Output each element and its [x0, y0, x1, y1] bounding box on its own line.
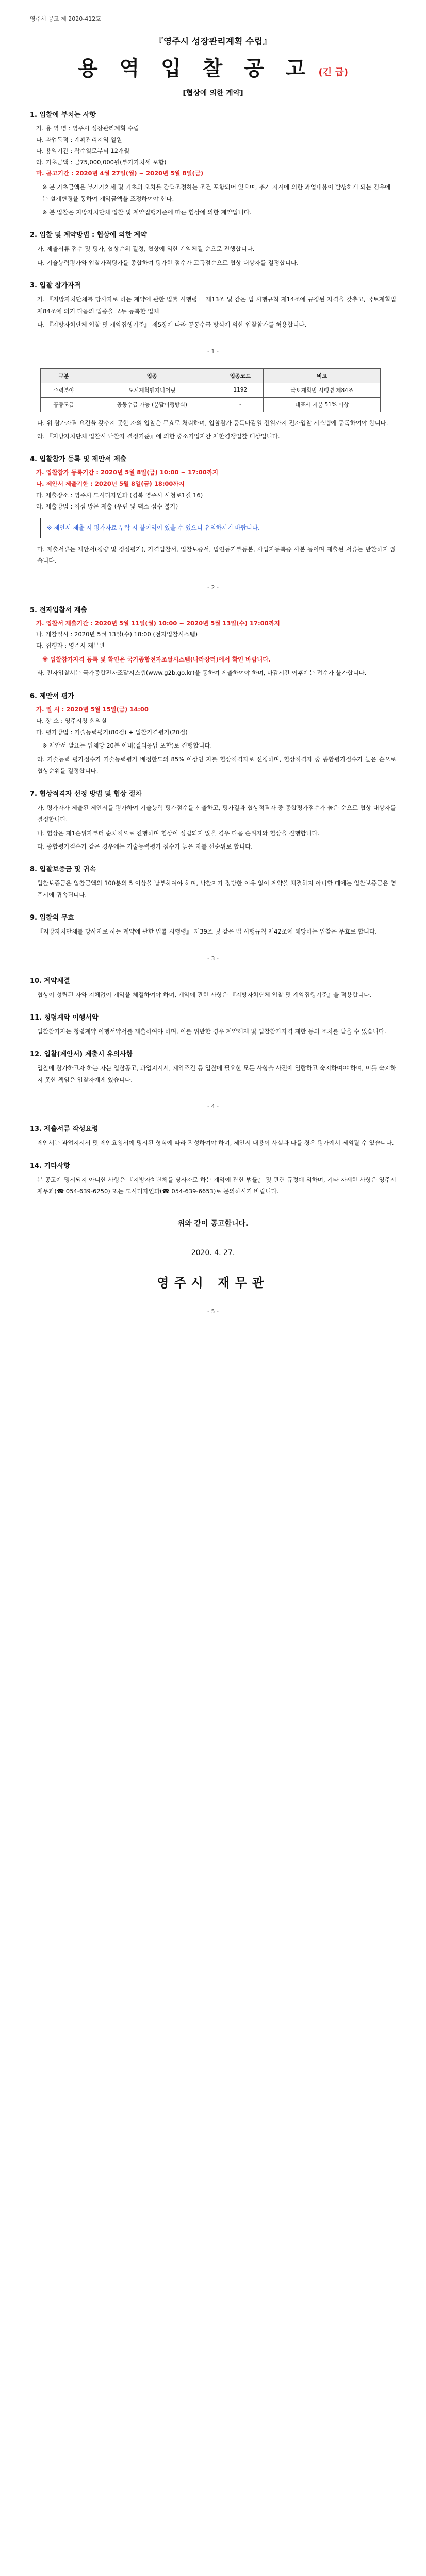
- section-heading: 11. 청렴계약 이행서약: [30, 1014, 99, 1022]
- section-14: [30, 1160, 396, 1197]
- issuing-organization: 영주시 재무관: [157, 1275, 269, 1290]
- project-banner: 『영주시 성장관리계획 수립』: [154, 37, 272, 47]
- list-item: 가. 일 시 : 2020년 5월 15일(금) 14:00: [36, 705, 149, 713]
- list-item: 나. 장 소 : 영주시청 회의실: [36, 717, 107, 724]
- paragraph: 본 공고에 명시되지 아니한 사항은 『지방자치단체를 당사자로 하는 계약에 관한 법률』 및 관련 규정에 의하며, 기타 자세한 사항은 영주시 재무과(☎ 054-639-6250) 또는 도시디자인과(☎ 054-639-6653)로 문의하시기 바랍니다.: [37, 1176, 396, 1195]
- paragraph: 입찰참가자는 청렴계약 이행서약서를 제출하여야 하며, 이를 위반한 경우 계약해제 및 입찰참가자격 제한 등의 조치를 받을 수 있습니다.: [37, 1028, 386, 1036]
- page-title: 용 역 입 찰 공 고: [77, 56, 313, 80]
- section-heading: 9. 입찰의 무효: [30, 914, 74, 922]
- section-3: [30, 280, 396, 330]
- page-number: - 2 -: [207, 584, 219, 591]
- list-item: 가. 입찰참가 등록기간 : 2020년 5월 8일(금) 10:00 ~ 17:00까지: [36, 469, 219, 477]
- list-item: 마. 공고기간 : 2020년 4월 27일(월) ~ 2020년 5월 8일(금): [36, 170, 204, 177]
- section-heading: 4. 입찰참가 등록 및 제안서 제출: [30, 455, 127, 464]
- section-9: [30, 912, 396, 937]
- list-item: 다. 평가방법 : 기술능력평가(80점) + 입찰가격평가(20점): [36, 728, 188, 736]
- section-12: [30, 1048, 396, 1086]
- paragraph: 다. 종합평가점수가 같은 경우에는 기술능력평가 점수가 높은 자를 선순위로 합니다.: [37, 842, 253, 850]
- notice-box: ※ 제안서 제출 시 평가자료 누락 시 불이익이 있을 수 있으니 유의하시기 바랍니다.: [40, 518, 396, 538]
- paragraph: 가. 제출서류 접수 및 평가, 협상순위 결정, 협상에 의한 계약체결 순으로 진행합니다.: [37, 245, 255, 253]
- table-cell: 대표사 지분 51% 이상: [264, 397, 381, 412]
- section-heading: 10. 계약체결: [30, 977, 70, 985]
- paragraph: 입찰에 참가하고자 하는 자는 입찰공고, 과업지시서, 계약조건 등 입찰에 필요한 모든 사항을 사전에 열람하고 숙지하여야 하며, 이를 숙지하지 못한 책임은 입찰자에게 있습니다.: [37, 1064, 396, 1083]
- table-header: 업종: [87, 368, 217, 383]
- table-header-row: [41, 368, 381, 383]
- table-cell: 공동도급: [41, 397, 87, 412]
- qualification-table: [40, 368, 381, 412]
- list-item: 나. 개찰일시 : 2020년 5월 13일(수) 18:00 (전자입찰시스템): [36, 631, 198, 638]
- paragraph: 라. 기술능력 평가점수가 기술능력평가 배점한도의 85% 이상인 자를 협상적격자로 선정하며, 협상적격자 중 종합평가점수가 높은 순으로 협상순위를 결정합니다.: [37, 755, 396, 775]
- table-cell: 국토계획법 시행령 제84조: [264, 383, 381, 397]
- note: ※ 본 기초금액은 부가가치세 및 기초의 오차를 감액조정하는 조건 포함되어 있으며, 추가 지시에 의한 과업내용이 발생하게 되는 경우에는 설계변경을 통하여 계약금액을 조정하여야 한다.: [42, 183, 391, 202]
- paragraph: 가. 『지방자치단체를 당사자로 하는 계약에 관한 법률 시행령』 제13조 및 같은 법 시행규칙 제14조에 규정된 자격을 갖추고, 국토계획법 제84조에 의거 다음의 업종을 모두 등록한 업체: [37, 296, 396, 315]
- list-item: 다. 제출장소 : 영주시 도시디자인과 (경북 영주시 시청로1길 16): [36, 492, 203, 499]
- table-cell: -: [217, 397, 264, 412]
- paragraph: 입찰보증금은 입찰금액의 100분의 5 이상을 납부하여야 하며, 낙찰자가 정당한 이유 없이 계약을 체결하지 아니할 때에는 입찰보증금은 영주시에 귀속됩니다.: [37, 879, 396, 899]
- table-cell: 도시계획엔지니어링: [87, 383, 217, 397]
- section-7: [30, 788, 396, 853]
- paragraph: 『지방자치단체를 당사자로 하는 계약에 관한 법률 시행령』 제39조 및 같은 법 시행규칙 제42조에 해당하는 입찰은 무효로 합니다.: [37, 928, 377, 936]
- table-header: 구분: [41, 368, 87, 383]
- section-heading: 12. 입찰(제안서) 제출시 유의사항: [30, 1050, 133, 1059]
- list-item: 가. 입찰서 제출기간 : 2020년 5월 11일(월) 10:00 ~ 2020년 5월 13일(수) 17:00까지: [36, 619, 280, 627]
- section-heading: 13. 제출서류 작성요령: [30, 1125, 99, 1133]
- section-8: [30, 863, 396, 901]
- table-cell: 주력분야: [41, 383, 87, 397]
- page-number: - 1 -: [207, 348, 219, 355]
- paragraph: 마. 제출서류는 제안서(정량 및 정성평가), 가격입찰서, 입찰보증서, 법인등기부등본, 사업자등록증 사본 등이며 제출된 서류는 반환하지 않습니다.: [37, 545, 396, 565]
- section-2: [30, 229, 396, 268]
- paragraph: 제안서는 과업지시서 및 제안요청서에 명시된 형식에 따라 작성하여야 하며, 제안서 내용이 사실과 다를 경우 평가에서 제외될 수 있습니다.: [37, 1139, 394, 1147]
- section-heading: 1. 입찰에 부치는 사항: [30, 111, 96, 119]
- section-heading: 6. 제안서 평가: [30, 692, 74, 700]
- table-header: 비고: [264, 368, 381, 383]
- table-row: [41, 383, 381, 397]
- section-3-cont: [30, 368, 396, 443]
- paragraph: 라. 전자입찰서는 국가종합전자조달시스템(www.g2b.go.kr)을 통하여 제출하여야 하며, 마감시간 이후에는 접수가 불가합니다.: [37, 669, 367, 677]
- section-heading: 7. 협상적격자 선정 방법 및 협상 절차: [30, 790, 142, 798]
- page-number: - 5 -: [207, 1308, 219, 1315]
- section-heading: 2. 입찰 및 계약방법 : 협상에 의한 계약: [30, 231, 147, 240]
- section-1: [30, 109, 396, 218]
- list-item: 다. 집행자 : 영주시 재무관: [36, 642, 105, 650]
- section-6: [30, 690, 396, 777]
- table-cell: 1192: [217, 383, 264, 397]
- section-13: [30, 1123, 396, 1148]
- list-item: 가. 용 역 명 : 영주시 성장관리계획 수립: [36, 125, 139, 132]
- paragraph: 나. 기술능력평가와 입찰가격평가를 종합하여 평가한 점수가 고득점순으로 협상 대상자를 결정합니다.: [37, 259, 299, 266]
- contract-type: [협상에 의한 계약]: [183, 89, 243, 97]
- paragraph: 나. 협상은 제1순위자부터 순차적으로 진행하며 협상이 성립되지 않을 경우 다음 순위자와 협상을 진행합니다.: [37, 829, 320, 837]
- section-11: [30, 1012, 396, 1037]
- document-number: 영주시 공고 제 2020-412호: [30, 15, 101, 22]
- paragraph: 라. 『지방자치단체 입찰시 낙찰자 결정기준』에 의한 중소기업자간 제한경쟁입찰 대상입니다.: [37, 433, 280, 440]
- table-cell: 공동수급 가능 (분담이행방식): [87, 397, 217, 412]
- paragraph: 나. 『지방자치단체 입찰 및 계약집행기준』 제5장에 따라 공동수급 방식에 의한 입찰참가를 허용합니다.: [37, 321, 307, 329]
- section-10: [30, 975, 396, 1001]
- note: ※ 본 입찰은 지방자치단체 입찰 및 계약집행기준에 따른 협상에 의한 계약입니다.: [42, 209, 252, 216]
- table-header: 업종코드: [217, 368, 264, 383]
- paragraph: 협상이 성립된 자와 지체없이 계약을 체결하여야 하며, 계약에 관한 사항은 『지방자치단체 입찰 및 계약집행기준』을 적용합니다.: [37, 991, 372, 998]
- page-number: - 4 -: [207, 1103, 219, 1110]
- note: ※ 입찰참가자격 등록 및 확인은 국가종합전자조달시스템(나라장터)에서 확인 바랍니다.: [42, 656, 271, 664]
- list-item: 나. 과업목적 : 계획관리지역 일원: [36, 135, 122, 143]
- list-item: 라. 기초금액 : 금75,000,000원(부가가치세 포함): [36, 158, 167, 166]
- paragraph: 다. 위 참가자격 요건을 갖추지 못한 자의 입찰은 무효로 처리하며, 입찰참가 등록마감일 전일까지 전자입찰 시스템에 등록하여야 합니다.: [37, 419, 388, 427]
- urgent-badge: (긴 급): [318, 67, 349, 78]
- section-4: [30, 453, 396, 566]
- paragraph: 가. 평가자가 제출된 제안서를 평가하여 기술능력 평가점수를 산출하고, 평가결과 협상적격자 중 종합평가점수가 높은 순으로 협상 대상자를 결정합니다.: [37, 804, 396, 823]
- note: ※ 제안서 발표는 업체당 20분 이내(질의응답 포함)로 진행합니다.: [42, 742, 212, 750]
- section-heading: 14. 기타사항: [30, 1162, 70, 1170]
- section-heading: 3. 입찰 참가자격: [30, 282, 81, 290]
- list-item: 나. 제안서 제출기한 : 2020년 5월 8일(금) 18:00까지: [36, 480, 185, 488]
- list-item: 라. 제출방법 : 직접 방문 제출 (우편 및 팩스 접수 불가): [36, 502, 178, 510]
- table-row: [41, 397, 381, 412]
- notice-date: 2020. 4. 27.: [191, 1248, 235, 1257]
- closing-statement: 위와 같이 공고합니다.: [177, 1219, 249, 1228]
- section-5: [30, 604, 396, 679]
- page-number: - 3 -: [207, 955, 219, 962]
- title-row: [30, 52, 396, 81]
- section-heading: 5. 전자입찰서 제출: [30, 606, 87, 614]
- section-heading: 8. 입찰보증금 및 귀속: [30, 866, 96, 874]
- list-item: 다. 용역기간 : 착수일로부터 12개월: [36, 147, 130, 155]
